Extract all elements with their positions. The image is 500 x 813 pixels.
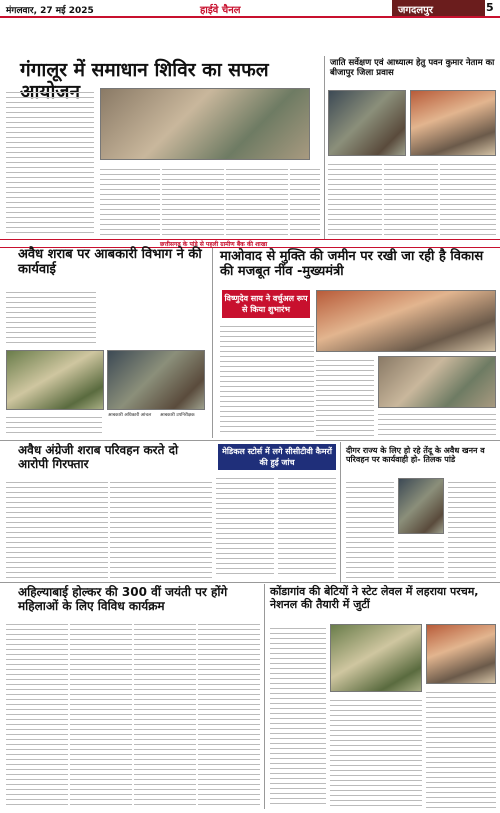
story-3-photo-2	[107, 350, 205, 410]
text-line	[220, 427, 314, 432]
story-1-col-d	[226, 165, 288, 237]
story-2-photo-left	[328, 90, 406, 156]
story-1-col-e	[290, 165, 320, 237]
story-9-col-c	[426, 688, 496, 808]
text-line	[6, 428, 102, 433]
text-line	[226, 230, 288, 235]
story-8-headline: अहिल्याबाई होल्कर की 300 वीं जयंती पर होंगे महिलाओं के लिए विविध कार्यक्रम	[18, 585, 228, 613]
text-line	[6, 338, 96, 343]
story-4-col-c	[378, 410, 496, 436]
story-6-col-b	[278, 474, 336, 578]
story-4-headline: माओवाद से मुक्ति की जमीन पर रखी जा रही है विकास की मजबूत नींव -मुख्यमंत्री	[220, 249, 484, 279]
story-8-col-d	[198, 620, 260, 808]
story-6-headline: मेडिकल स्टोर्स में लगे सीसीटीवी कैमरों की हुई जांच	[218, 444, 336, 470]
story-7-col-a	[346, 478, 394, 578]
story-6-col-a	[216, 474, 274, 578]
issue-date: मंगलवार, 27 मई 2025	[6, 6, 94, 16]
text-line	[270, 799, 326, 804]
text-line	[398, 573, 444, 578]
text-line	[6, 573, 108, 578]
text-line	[330, 801, 422, 806]
story-8-col-c	[134, 620, 196, 808]
story-5-col-b	[110, 478, 212, 578]
text-line	[198, 800, 260, 805]
rule-v2	[212, 248, 213, 438]
story-3-col-b	[6, 413, 102, 435]
story-3-caption-2: आबकारी उपनिरीक्षक	[160, 413, 195, 418]
text-line	[100, 230, 160, 235]
story-8-col-b	[70, 620, 132, 808]
story-8-col-a	[6, 620, 68, 808]
text-line	[384, 230, 438, 235]
strip-text: छत्तीसगढ़ के पांडे से पहली ग्रामीण बैंक की शाखा	[160, 241, 268, 248]
story-2-col-a	[328, 160, 382, 236]
text-line	[162, 230, 224, 235]
text-line	[426, 803, 496, 808]
text-line	[110, 573, 212, 578]
story-3-caption-1: आबकारी अधिकारी आंचल	[108, 413, 152, 418]
rule-v3	[340, 442, 341, 582]
paper-name: हाईवे चैनल	[200, 5, 241, 16]
rule-h2	[0, 582, 500, 583]
story-7-headline: दीगर राज्य के लिए हो रहे तेंदू के अवैध खनन व परिवहन पर कार्यवाही हो- तिलक पांडे	[346, 446, 485, 465]
story-1-headline: गंगालूर में समाधान शिविर का सफल आयोजन	[20, 59, 269, 103]
story-7-photo	[398, 478, 444, 534]
rule-v1	[324, 56, 325, 239]
story-2-headline: जाति सर्वेक्षण एवं आध्यात्म हेतु पवन कुमार नेताम का बीजापुर जिला प्रवास	[330, 58, 495, 78]
story-4-col-a	[220, 322, 314, 436]
text-line	[216, 569, 274, 574]
story-7-col-c	[448, 478, 496, 578]
story-5-headline: अवैध अंग्रेजी शराब परिवहन करते दो आरोपी गिरफ्तार	[18, 443, 179, 471]
story-9-photo	[330, 624, 422, 692]
story-7-col-b	[398, 538, 444, 578]
story-1-photo	[100, 88, 310, 160]
story-2-col-b	[384, 160, 438, 236]
story-9-col-a	[270, 624, 326, 808]
page-number: 5	[486, 1, 494, 14]
story-2-col-c	[440, 160, 496, 236]
text-line	[278, 569, 336, 574]
text-line	[70, 800, 132, 805]
story-4-box: विष्णुदेव साय ने वर्चुअल रूप से किया शुभारंभ	[222, 290, 310, 318]
text-line	[134, 800, 196, 805]
story-2-photo-right	[410, 90, 496, 156]
story-3-photo	[6, 350, 104, 410]
story-9-headline: कोंडागांव की बेटियों ने स्टेट लेवल में लहराया परचम, नेशनल की तैयारी में जुटीं	[270, 585, 479, 611]
edition-city: जगदलपुर	[392, 0, 485, 16]
story-9-col-b	[330, 696, 422, 808]
story-4-col-b	[316, 356, 374, 436]
story-1-col-c	[162, 165, 224, 237]
text-line	[6, 228, 94, 233]
story-1-col-b	[100, 165, 160, 237]
text-line	[448, 573, 496, 578]
masthead	[0, 0, 500, 18]
rule-v4	[264, 584, 265, 809]
story-5-col-a	[6, 478, 108, 578]
story-9-photo-2	[426, 624, 496, 684]
story-1-col-a	[6, 88, 94, 236]
rule-h1	[0, 440, 500, 441]
story-3-col-a	[6, 288, 96, 346]
text-line	[346, 573, 394, 578]
text-line	[316, 431, 374, 436]
text-line	[378, 430, 496, 435]
story-4-photo-mid	[378, 356, 496, 408]
text-line	[290, 230, 320, 235]
text-line	[328, 230, 382, 235]
text-line	[440, 230, 496, 235]
story-4-photo-top	[316, 290, 496, 352]
story-3-headline: अवैध शराब पर आबकारी विभाग ने की कार्यवाई	[18, 247, 202, 277]
text-line	[6, 800, 68, 805]
